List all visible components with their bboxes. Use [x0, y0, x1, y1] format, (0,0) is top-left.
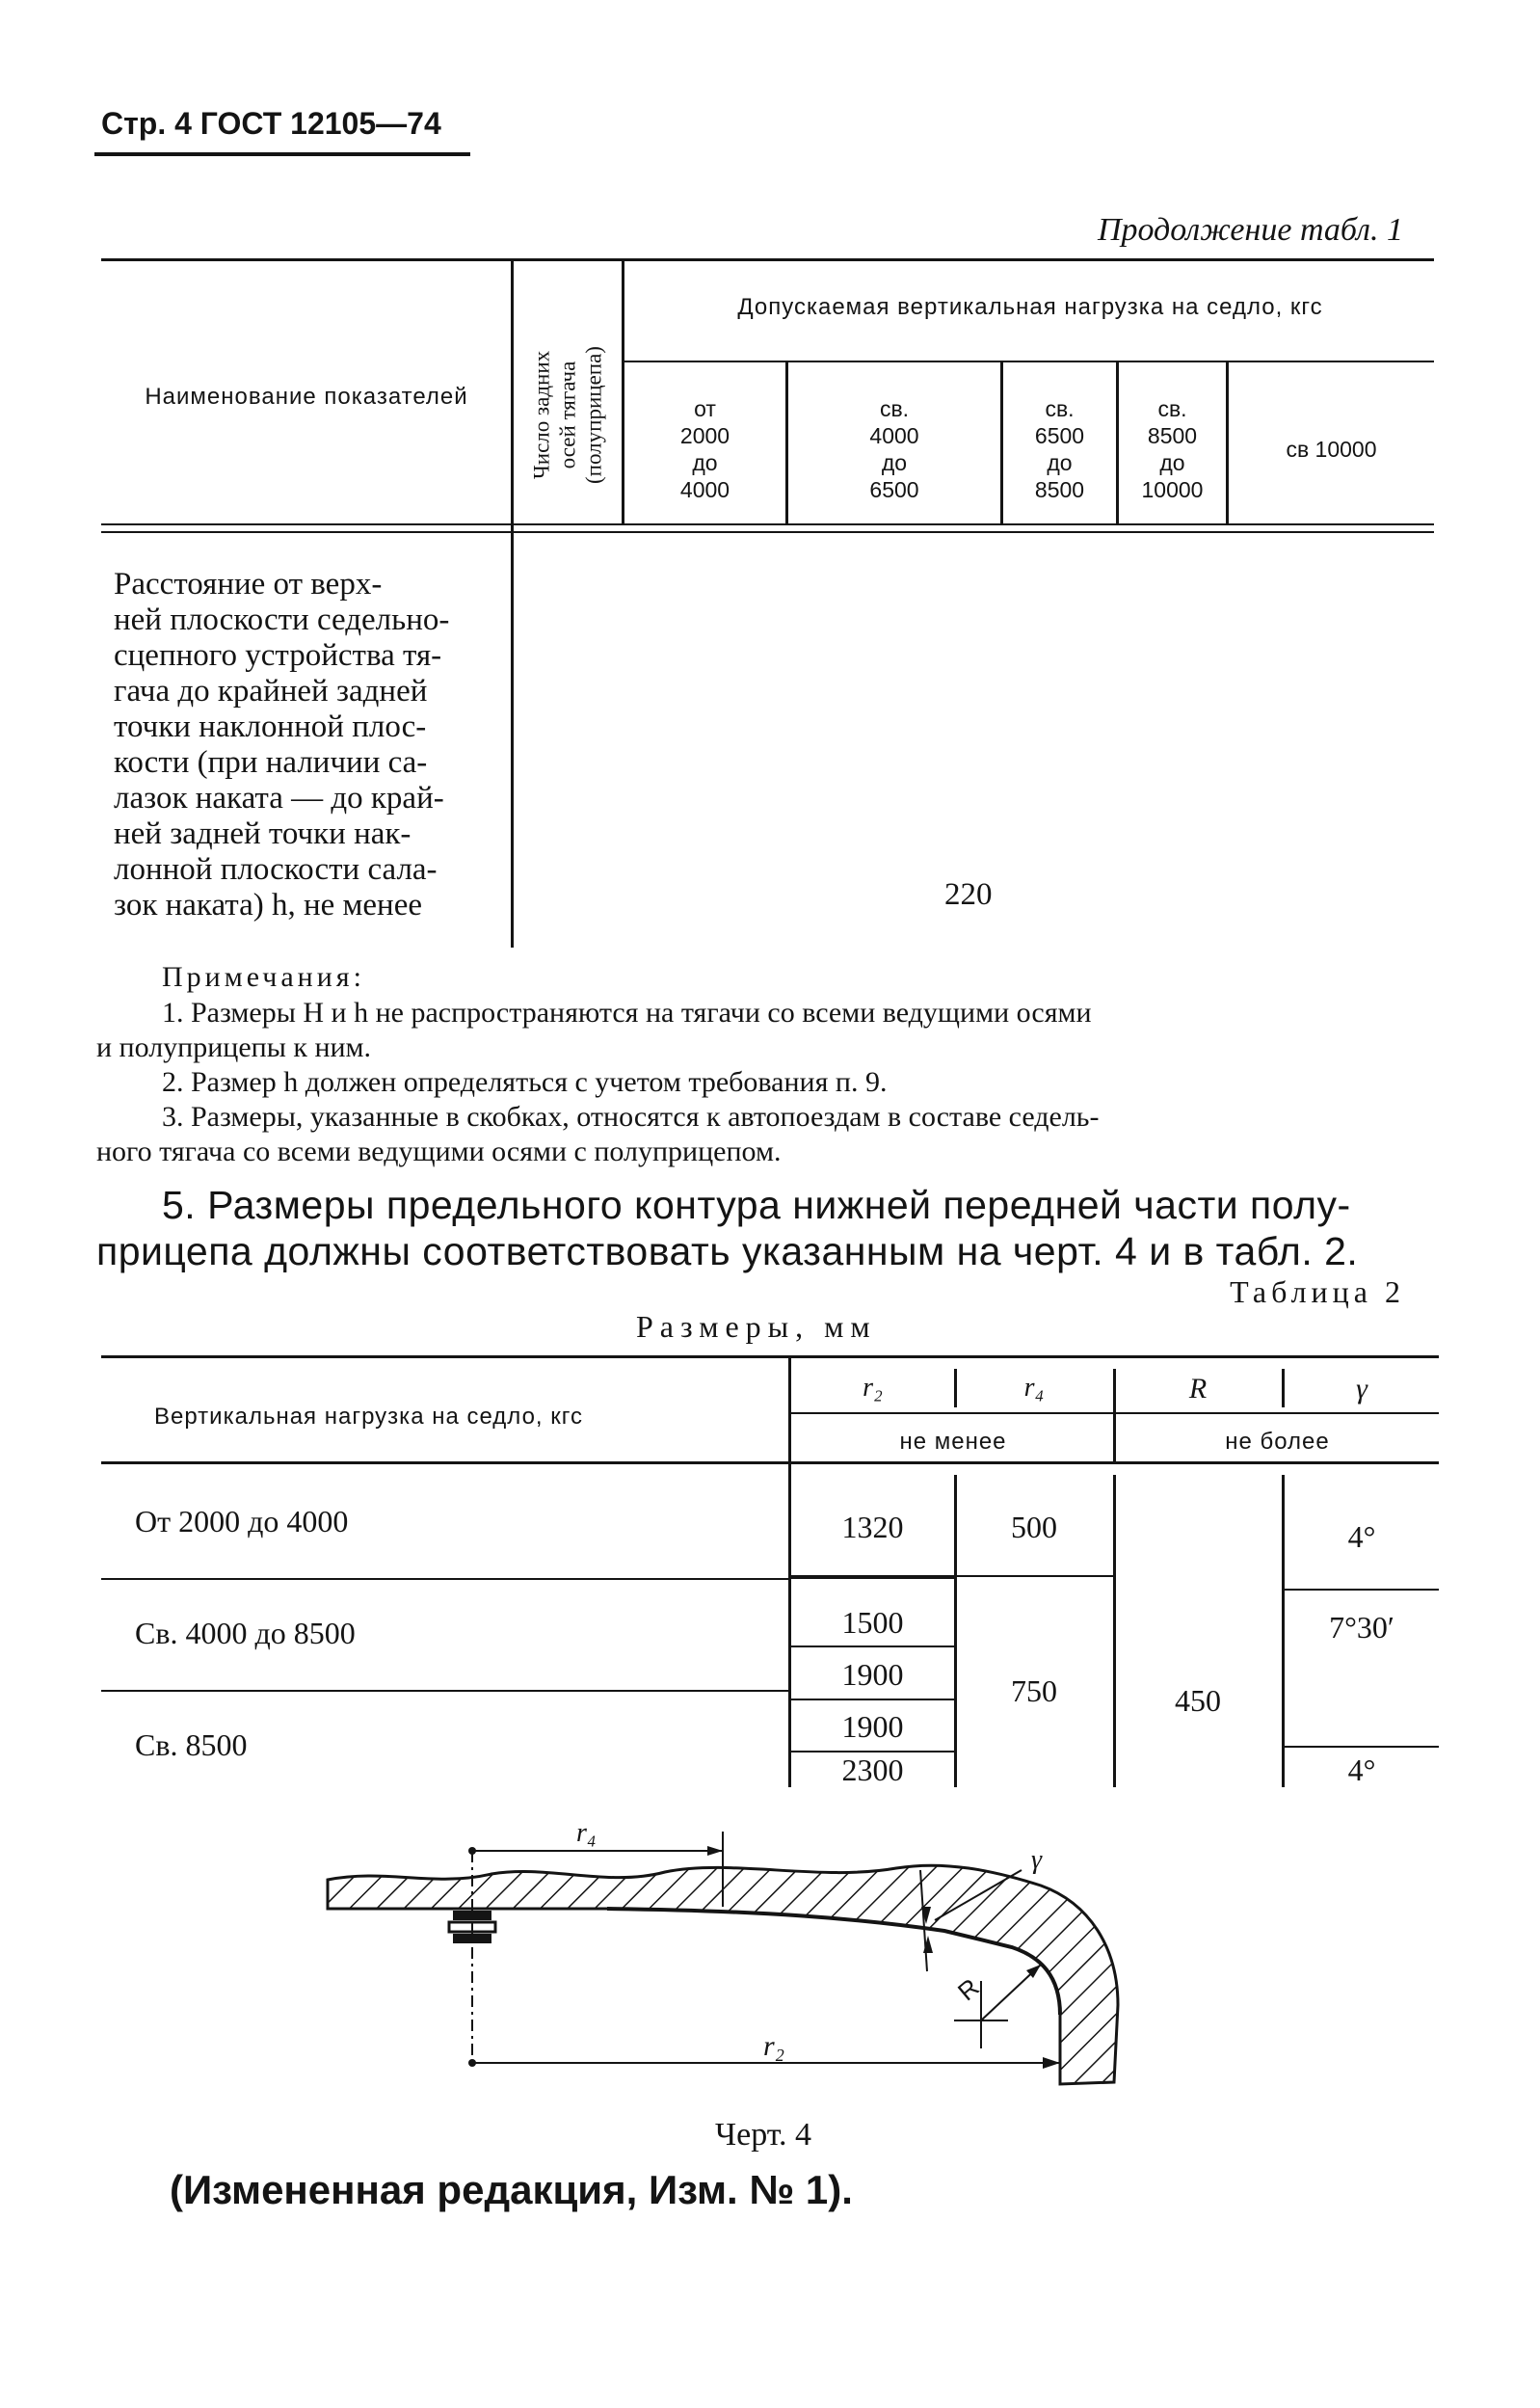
notes-title: Примечания: [162, 961, 365, 993]
gamma-value-1: 4° [1347, 1519, 1376, 1554]
table1-group-rule [624, 361, 1434, 362]
table1-top-rule [101, 258, 1434, 261]
r2-rule-2 [791, 1645, 954, 1647]
table2-top-rule [101, 1355, 1439, 1358]
table1-col-name: Наименование показателей [145, 384, 468, 410]
load-col-3: св. 6500 до 8500 [1034, 396, 1085, 502]
page-header: Стр. 4 ГОСТ 12105—74 [101, 106, 441, 141]
table2-min-label: не менее [899, 1429, 1007, 1455]
table2-row-2-name: Св. 4000 до 8500 [135, 1616, 356, 1650]
table1-row-value: 220 [944, 877, 993, 912]
r4-value-1: 500 [1011, 1510, 1057, 1544]
para5-line1: 5. Размеры предельного контура нижней передней части полу- [162, 1183, 1351, 1227]
table2-vline-r4-R-body [1113, 1475, 1116, 1787]
table2-row-rule-2 [101, 1690, 788, 1692]
table1-header-rule-b [101, 531, 1434, 533]
table2-row-3-name: Св. 8500 [135, 1727, 248, 1762]
header-rule [94, 152, 470, 156]
table2-units: Размеры, мм [636, 1309, 877, 1344]
r2-value-5: 2300 [841, 1752, 904, 1787]
load-col-2: св. 4000 до 6500 [869, 396, 919, 502]
table2-col-name: Вертикальная нагрузка на седло, кгс [154, 1404, 583, 1430]
drawing-4 [318, 1803, 1214, 2111]
table1-row-name: Расстояние от верх- ней плоскости седельно- сцепного устройства тя- гача до крайней задней точки наклонной плос- кости (при наличии са- лазок наката — до край- ней задней точки нак- лонной плоскости сала- зок наката) h, не менее [114, 567, 450, 923]
axes-line-1: Число задних [529, 350, 554, 480]
table1-col-axes [514, 258, 622, 523]
para5-line2: прицепа должны соответствовать указанным на черт. 4 и в табл. 2. [96, 1229, 1359, 1273]
table2-max-label: не более [1225, 1429, 1330, 1455]
r4-value-2: 750 [1011, 1673, 1057, 1708]
note-1b: и полуприцепы к ним. [96, 1031, 372, 1063]
axes-line-2: осей тягача [555, 361, 580, 469]
note-2: 2. Размер h должен определяться с учетом требования п. 9. [162, 1066, 888, 1098]
table2-sym-rule [791, 1412, 1439, 1414]
drawing-label-r4: r₄ [576, 1818, 597, 1848]
drawing-label-R: R [951, 1972, 985, 2007]
drawing-label-r2: r₂ [763, 2030, 785, 2062]
axes-line-3: (полуприцепа) [581, 346, 606, 484]
table1-header-rule-a [101, 523, 1434, 525]
table2-sym-gamma: γ [1356, 1373, 1367, 1405]
note-3a: 3. Размеры, указанные в скобках, относятся к автопоездам в составе седель- [162, 1101, 1100, 1133]
table2-row-rule-1 [101, 1578, 788, 1580]
gamma-value-3: 4° [1347, 1752, 1376, 1787]
r2-value-3: 1900 [841, 1657, 904, 1692]
r2-rule-3 [791, 1699, 954, 1700]
table2-row-1-name: От 2000 до 4000 [135, 1504, 349, 1538]
r4-rule-1 [957, 1575, 1113, 1577]
drawing-caption: Черт. 4 [715, 2117, 812, 2153]
load-col-1: от 2000 до 4000 [679, 396, 730, 502]
R-value: 450 [1175, 1683, 1221, 1718]
gamma-value-2: 7°30′ [1329, 1610, 1394, 1645]
table1-continuation: Продолжение табл. 1 [1097, 212, 1403, 248]
r2-value-1: 1320 [841, 1510, 904, 1544]
r2-value-4: 1900 [841, 1709, 904, 1744]
r2-value-2: 1500 [841, 1605, 904, 1640]
table2-sym-r2: r₂ [863, 1373, 883, 1403]
note-3b: ного тягача со всеми ведущими осями с полуприцепом. [96, 1136, 782, 1167]
gamma-rule-2 [1285, 1746, 1439, 1748]
drawing-label-gamma: γ [1031, 1845, 1043, 1875]
amendment-note: (Измененная редакция, Изм. № 1). [170, 2167, 853, 2212]
gamma-rule-1 [1285, 1589, 1439, 1591]
r2-rule-1 [791, 1575, 954, 1579]
table2-sym-R: R [1188, 1373, 1208, 1405]
note-1a: 1. Размеры H и h не распространяются на тягачи со всеми ведущими осями [162, 997, 1092, 1029]
load-col-5: св 10000 [1286, 437, 1377, 462]
table2-header-rule [101, 1461, 1439, 1464]
table2-label: Таблица 2 [1230, 1274, 1405, 1309]
table1-group-header: Допускаемая вертикальная нагрузка на седло, кгс [737, 294, 1323, 320]
table2-vline-name [788, 1358, 791, 1787]
load-col-4: св. 8500 до 10000 [1141, 396, 1204, 502]
table2-sym-r4: r₄ [1023, 1373, 1045, 1403]
